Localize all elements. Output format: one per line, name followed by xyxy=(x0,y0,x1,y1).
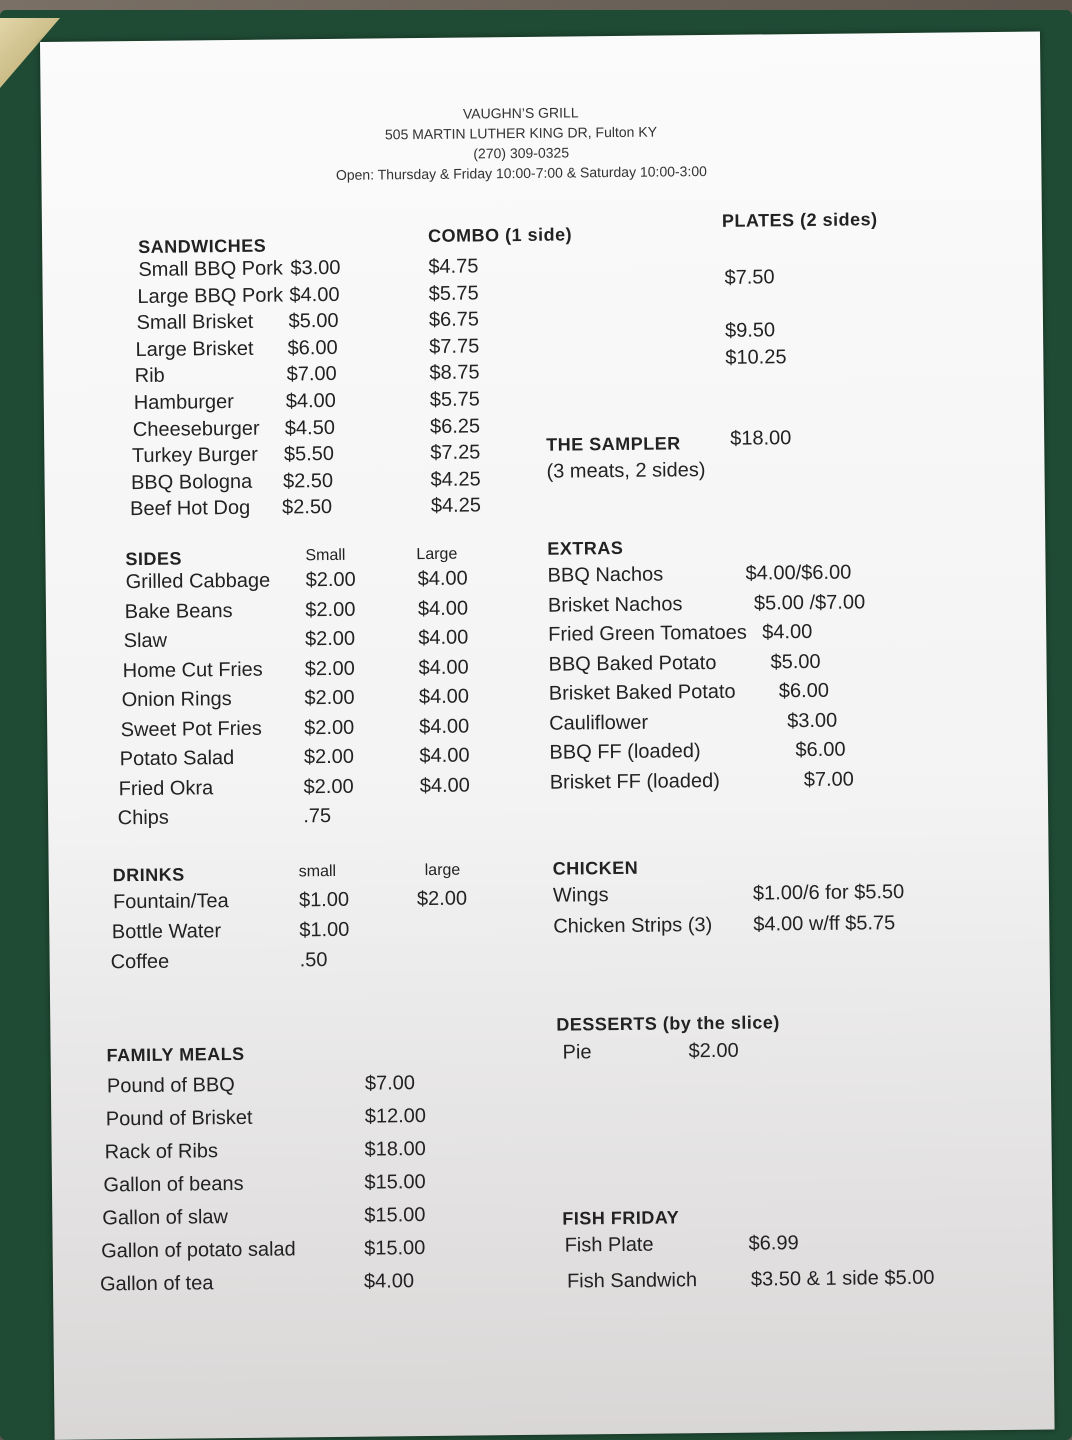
sandwich-name: Small BBQ Pork xyxy=(138,257,283,281)
restaurant-name: VAUGHN’S GRILL xyxy=(462,104,579,122)
sandwich-name: Rib xyxy=(134,365,165,388)
family-meal-name: Gallon of potato salad xyxy=(101,1238,296,1263)
extra-name: Fried Green Tomatoes xyxy=(548,621,747,646)
family-meal-price: $15.00 xyxy=(364,1237,426,1260)
side-small-price: $2.00 xyxy=(304,716,355,739)
extra-price: $3.00 xyxy=(787,709,838,732)
side-large-price: $4.00 xyxy=(419,744,470,768)
family-meal-name: Gallon of tea xyxy=(99,1272,214,1296)
drink-name: Coffee xyxy=(110,950,170,974)
family-meal-price: $18.00 xyxy=(364,1138,426,1161)
side-large-price: $4.00 xyxy=(417,597,469,620)
chicken-heading: CHICKEN xyxy=(552,857,639,879)
sandwich-price: $6.00 xyxy=(287,336,338,360)
sandwich-combo-price: $4.75 xyxy=(428,255,479,278)
side-name: Slaw xyxy=(123,629,168,653)
restaurant-address: 505 MARTIN LUTHER KING DR, Fulton KY xyxy=(384,123,658,143)
sampler-price: $18.00 xyxy=(730,427,792,450)
side-name: Home Cut Fries xyxy=(122,658,263,682)
plate-price: $10.25 xyxy=(725,346,787,369)
sandwich-price: $4.00 xyxy=(289,283,340,306)
extra-price: $7.00 xyxy=(803,768,854,791)
drinks-small-header: small xyxy=(298,862,337,881)
side-name: Fried Okra xyxy=(118,776,214,800)
side-small-price: $2.00 xyxy=(304,657,355,680)
family-meal-name: Gallon of slaw xyxy=(102,1206,229,1230)
extra-price: $6.00 xyxy=(778,679,830,703)
side-small-price: $2.00 xyxy=(305,598,356,621)
fish-item-name: Fish Plate xyxy=(564,1233,654,1257)
sandwich-name: Large Brisket xyxy=(135,337,254,361)
plate-price: $7.50 xyxy=(724,266,775,289)
sandwich-combo-price: $7.25 xyxy=(430,441,481,465)
sides-heading: SIDES xyxy=(125,548,183,570)
sandwich-name: Beef Hot Dog xyxy=(129,497,251,521)
side-small-price: .75 xyxy=(303,804,332,828)
desserts-heading: DESSERTS (by the slice) xyxy=(556,1012,780,1035)
sandwich-price: $5.00 xyxy=(288,310,339,333)
family-meal-price: $4.00 xyxy=(363,1270,415,1293)
family-meal-price: $7.00 xyxy=(364,1072,416,1095)
sandwich-name: BBQ Bologna xyxy=(130,470,253,494)
side-small-price: $2.00 xyxy=(305,568,356,592)
sandwich-name: Turkey Burger xyxy=(131,443,259,468)
family-meal-name: Rack of Ribs xyxy=(104,1140,219,1164)
chicken-item-price: $4.00 w/ff $5.75 xyxy=(753,912,896,936)
fish-item-name: Fish Sandwich xyxy=(566,1269,698,1293)
extra-name: BBQ Baked Potato xyxy=(548,651,717,676)
sandwich-price: $7.00 xyxy=(286,363,337,386)
side-name: Grilled Cabbage xyxy=(125,569,271,594)
drink-name: Fountain/Tea xyxy=(112,890,229,914)
extra-name: Brisket Nachos xyxy=(547,592,683,617)
sides-large-header: Large xyxy=(416,545,458,564)
sandwiches-heading: SANDWICHES xyxy=(138,235,267,257)
dessert-price: $2.00 xyxy=(688,1039,739,1063)
side-name: Onion Rings xyxy=(121,688,232,712)
dessert-name: Pie xyxy=(562,1041,592,1064)
side-large-price: $4.00 xyxy=(419,715,470,738)
side-large-price: $4.00 xyxy=(418,656,469,679)
side-name: Potato Salad xyxy=(119,747,235,771)
fish-item-price: $3.50 & 1 side $5.00 xyxy=(750,1266,935,1291)
side-small-price: $2.00 xyxy=(304,627,356,651)
side-name: Chips xyxy=(117,806,169,830)
family-meal-name: Pound of BBQ xyxy=(106,1074,235,1098)
drinks-heading: DRINKS xyxy=(112,864,185,886)
chicken-item-name: Wings xyxy=(552,884,609,907)
extra-price: $4.00/$6.00 xyxy=(745,561,852,585)
drinks-large-header: large xyxy=(424,861,461,880)
family-meal-price: $12.00 xyxy=(364,1105,427,1128)
extra-price: $4.00 xyxy=(762,620,813,644)
sampler-description: (3 meats, 2 sides) xyxy=(546,459,706,483)
drink-small-price: $1.00 xyxy=(299,918,350,942)
drink-small-price: $1.00 xyxy=(298,888,350,912)
plates-heading: PLATES (2 sides) xyxy=(721,209,878,231)
drink-large-price: $2.00 xyxy=(416,887,468,911)
family-meal-name: Pound of Brisket xyxy=(105,1106,253,1131)
side-large-price: $4.00 xyxy=(417,567,468,591)
sandwich-combo-price: $6.75 xyxy=(428,308,480,332)
family-meal-price: $15.00 xyxy=(364,1204,426,1227)
sandwich-combo-price: $5.75 xyxy=(429,388,480,411)
extra-price: $5.00 xyxy=(770,650,821,673)
sandwich-combo-price: $6.25 xyxy=(429,415,481,438)
drink-small-price: .50 xyxy=(299,949,328,972)
sandwich-price: $4.00 xyxy=(285,389,336,413)
family-meal-name: Gallon of beans xyxy=(103,1172,244,1197)
sandwich-price: $3.00 xyxy=(290,256,341,280)
sandwich-combo-price: $4.25 xyxy=(430,494,482,518)
side-name: Bake Beans xyxy=(124,599,233,623)
drink-name: Bottle Water xyxy=(111,920,222,944)
side-small-price: $2.00 xyxy=(304,686,355,710)
sandwich-price: $4.50 xyxy=(284,416,336,440)
menu-page xyxy=(40,32,1055,1440)
chicken-item-name: Chicken Strips (3) xyxy=(553,914,713,938)
side-large-price: $4.00 xyxy=(418,626,469,650)
side-large-price: $4.00 xyxy=(418,685,470,709)
sandwich-price: $5.50 xyxy=(283,443,335,466)
fish-friday-heading: FISH FRIDAY xyxy=(562,1207,680,1229)
sandwich-combo-price: $4.25 xyxy=(430,468,481,491)
combo-heading: COMBO (1 side) xyxy=(427,224,573,246)
sandwich-combo-price: $5.75 xyxy=(428,282,479,305)
extra-price: $6.00 xyxy=(795,738,846,762)
chicken-item-price: $1.00/6 for $5.50 xyxy=(752,880,905,905)
sandwich-combo-price: $7.75 xyxy=(429,335,480,358)
sampler-heading: THE SAMPLER xyxy=(546,433,681,455)
family-meals-heading: FAMILY MEALS xyxy=(106,1043,245,1066)
side-large-price: $4.00 xyxy=(419,774,470,797)
sandwich-combo-price: $8.75 xyxy=(429,361,480,385)
extras-heading: EXTRAS xyxy=(547,537,624,559)
extra-price: $5.00 /$7.00 xyxy=(753,590,866,615)
side-name: Sweet Pot Fries xyxy=(120,717,262,741)
extra-name: Brisket Baked Potato xyxy=(548,680,736,705)
plate-price: $9.50 xyxy=(724,319,776,342)
sandwich-price: $2.50 xyxy=(282,469,334,493)
sandwich-price: $2.50 xyxy=(281,496,333,519)
side-small-price: $2.00 xyxy=(303,775,354,798)
sandwich-name: Cheeseburger xyxy=(132,417,260,441)
family-meal-price: $15.00 xyxy=(364,1171,426,1194)
extra-name: Brisket FF (loaded) xyxy=(549,769,720,794)
sandwich-name: Large BBQ Pork xyxy=(137,284,284,308)
sandwich-name: Hamburger xyxy=(133,390,234,415)
sides-small-header: Small xyxy=(305,546,346,565)
restaurant-phone: (270) 309-0325 xyxy=(473,144,570,162)
extra-name: BBQ FF (loaded) xyxy=(549,740,701,764)
sandwich-name: Small Brisket xyxy=(136,310,254,335)
fish-item-price: $6.99 xyxy=(748,1232,799,1255)
extra-name: BBQ Nachos xyxy=(547,563,664,587)
side-small-price: $2.00 xyxy=(303,745,355,769)
extra-name: Cauliflower xyxy=(549,711,649,735)
opening-hours: Open: Thursday & Friday 10:00-7:00 & Saturday 10:00-3:00 xyxy=(335,163,707,183)
